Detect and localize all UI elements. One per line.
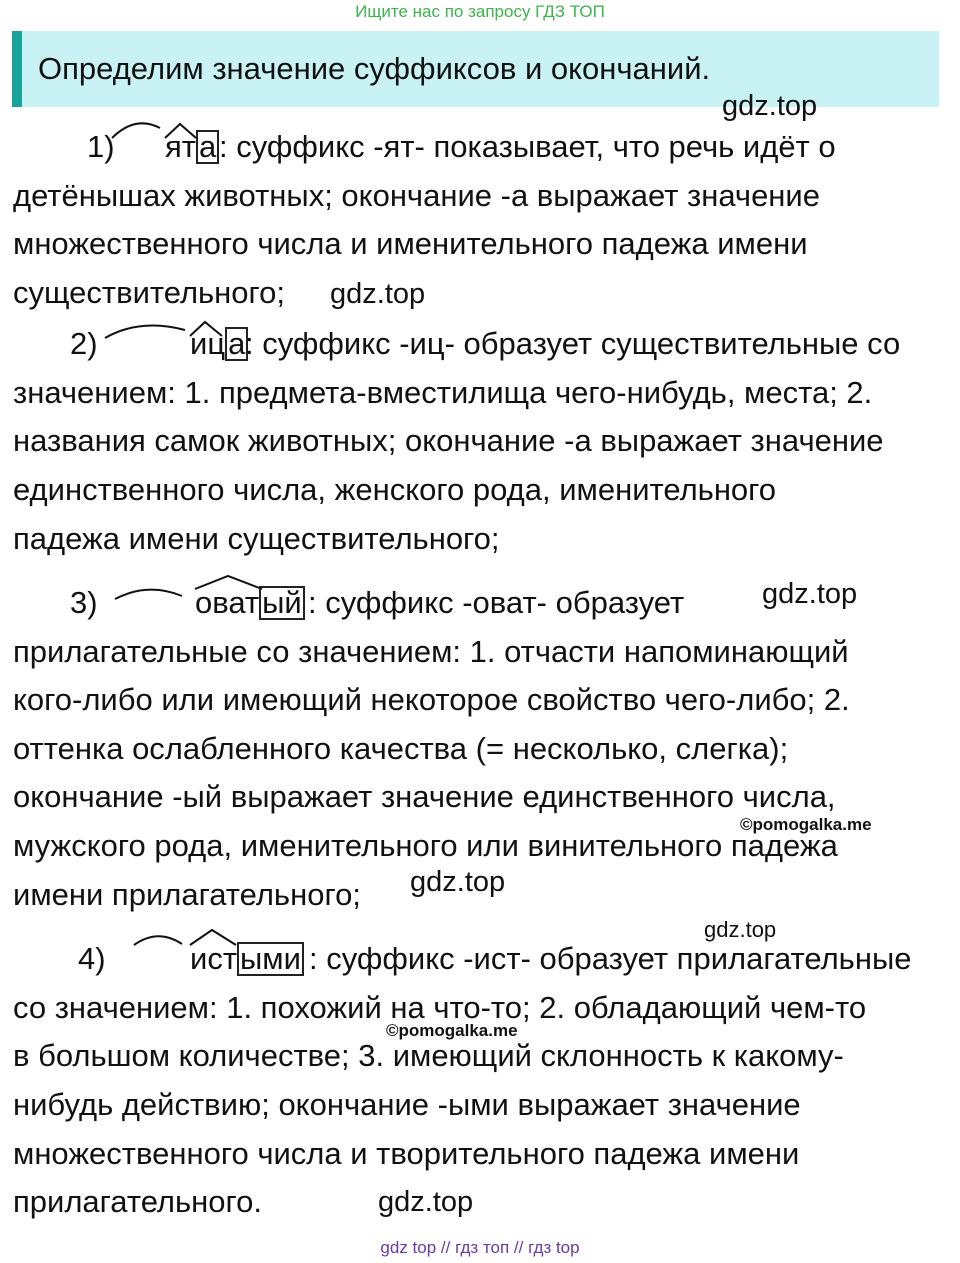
watermark-gdz: gdz.top: [762, 578, 858, 610]
item-3-line-1: : суффикс -оват- образует: [308, 585, 685, 620]
item-number-2: 2): [70, 326, 98, 361]
item-4-line-2: со значением: 1. похожий на что-то; 2. обладающий чем-то: [13, 990, 867, 1025]
item-1-line-2: детёнышах животных; окончание -а выражает значение: [13, 178, 820, 213]
watermark-pomogalka: ©pomogalka.me: [386, 1021, 518, 1040]
word-ending-2: а: [225, 327, 248, 361]
word-ending-3: ый: [259, 586, 305, 620]
item-word-3: [195, 585, 305, 621]
item-4-line-1: : суффикс -ист- образует прилагательные: [309, 941, 912, 976]
watermark-gdz: gdz.top: [378, 1186, 474, 1218]
root-arc-3: [115, 590, 182, 599]
footer-links[interactable]: gdz top // гдз топ // гдз top: [380, 1238, 580, 1257]
item-2-line-3: названия самок животных; окончание -а выражает значение: [13, 423, 884, 458]
item-3-line-6: мужского рода, именительного или винительного падежа: [13, 828, 838, 863]
word-ending-1: а: [196, 130, 219, 164]
word-stem-3: оват: [195, 585, 260, 620]
word-ending-4: ыми: [237, 942, 304, 976]
root-arc-1: [112, 123, 160, 138]
top-search-link[interactable]: Ищите нас по запросу ГДЗ ТОП: [355, 2, 605, 21]
word-stem-2: иц: [190, 326, 226, 361]
word-stem-4: ист: [190, 941, 238, 976]
item-2-line-5: падежа имени существительного;: [13, 521, 500, 556]
root-arc-4: [134, 936, 182, 945]
word-stem-1: ят: [165, 129, 196, 164]
item-3-line-2: прилагательные со значением: 1. отчасти напоминающий: [13, 634, 849, 669]
item-3-line-7: имени прилагательного;: [13, 877, 361, 912]
item-1-line-4: существительного;: [13, 275, 286, 310]
item-3-line-5: окончание -ый выражает значение единственного числа,: [13, 779, 836, 814]
item-word-1: [165, 129, 219, 165]
item-4-line-5: множественного числа и творительного падежа имени: [13, 1136, 800, 1171]
watermark-gdz: gdz.top: [704, 917, 777, 942]
item-1-line-3: множественного числа и именительного падежа имени: [13, 226, 808, 261]
watermark-gdz: gdz.top: [722, 90, 818, 122]
item-number-4: 4): [78, 941, 106, 976]
item-4-line-6: прилагательного.: [13, 1184, 262, 1219]
watermark-gdz: gdz.top: [330, 278, 426, 310]
watermark-pomogalka: ©pomogalka.me: [740, 815, 872, 834]
item-4-line-3: в большом количестве; 3. имеющий склонность к какому-: [13, 1038, 844, 1073]
item-word-2: [190, 326, 248, 362]
item-2-line-2: значением: 1. предмета-вместилища чего-нибудь, места; 2.: [13, 375, 873, 410]
item-1-line-1: : суффикс -ят- показывает, что речь идёт о: [219, 129, 836, 164]
item-word-4: [190, 941, 304, 977]
item-2-line-4: единственного числа, женского рода, именительного: [13, 472, 777, 507]
watermark-gdz: gdz.top: [410, 866, 506, 898]
item-number-3: 3): [70, 585, 98, 620]
item-2-line-1: : суффикс -иц- образует существительные со: [245, 326, 901, 361]
item-3-line-4: оттенка ослабленного качества (= несколько, слегка);: [13, 731, 789, 766]
item-3-line-3: кого-либо или имеющий некоторое свойство чего-либо; 2.: [13, 682, 850, 717]
item-number-1: 1): [87, 129, 115, 164]
page-title: Определим значение суффиксов и окончаний.: [38, 51, 711, 86]
item-4-line-4: нибудь действию; окончание -ыми выражает значение: [13, 1087, 801, 1122]
root-arc-2: [105, 326, 185, 339]
